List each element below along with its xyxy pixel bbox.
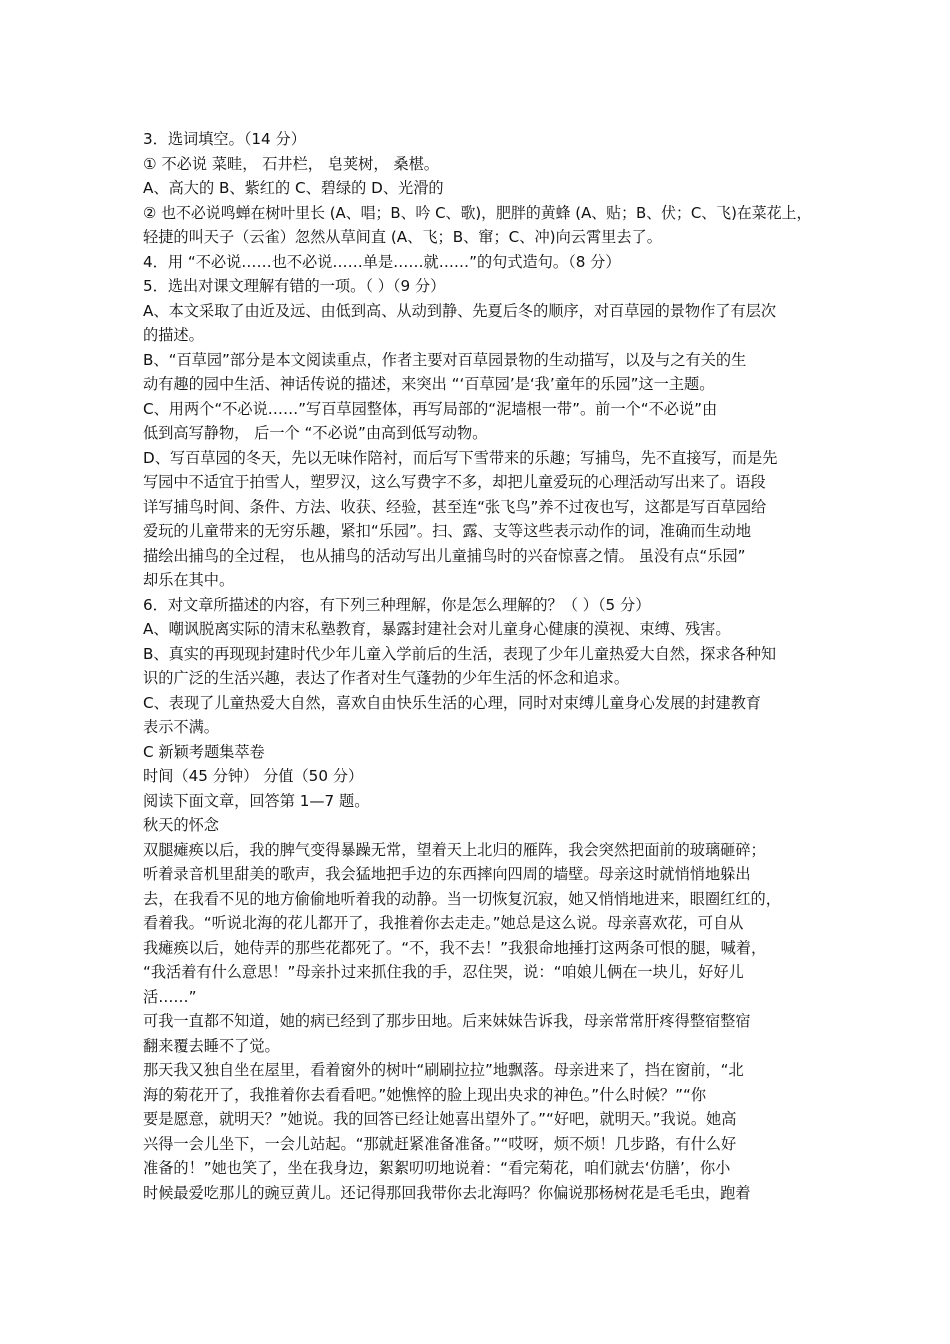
text-line: 写园中不适宜于拍雪人，塑罗汉，这么写费字不多，却把儿童爱玩的心理活动写出来了。语段 [143,473,766,491]
text-line: 准备的！”她也笑了，坐在我身边，絮絮叨叨地说着：“看完菊花，咱们就去‘仿膳’，你小 [143,1159,731,1177]
text-line: 翻来覆去睡不了觉。 [143,1036,280,1055]
text-line: D、写百草园的冬天，先以无味作陪衬，而后写下雪带来的乐趣；写捕鸟，先不直接写，而是先 [143,448,778,467]
text-line: 低到高写静物， 后一个 “不必说”由高到低写动物。 [143,424,488,442]
text-line: 听着录音机里甜美的歌声，我会猛地把手边的东西摔向四周的墙壁。母亲这时就悄悄地躲出 [143,865,751,883]
text-line: B、真实的再现现封建时代少年儿童入学前后的生活，表现了少年儿童热爱大自然，探求各种知 [143,644,777,663]
text-line: B、“百草园”部分是本文阅读重点，作者主要对百草园景物的生动描写，以及与之有关的生 [143,350,747,369]
text-line: C 新颖考题集萃卷 [143,742,265,761]
text-line: ② 也不必说鸣蝉在树叶里长 (A、唱；B、吟 C、歌)，肥胖的黄蜂 (A、贴；B、伏；C、飞)在菜花上， [143,203,812,222]
text-line: 5．选出对课文理解有错的一项。（ ）（9 分） [143,277,446,295]
document-page [143,127,811,1205]
text-line: C、用两个“不必说……”写百草园整体，再写局部的“泥墙根一带”。前一个“不必说”由 [143,399,718,418]
text-line: 识的广泛的生活兴趣，表达了作者对生气蓬勃的少年生活的怀念和追求。 [143,669,629,687]
text-line: A、嘲讽脱离实际的清末私塾教育，暴露封建社会对儿童身心健康的漠视、束缚、残害。 [143,620,731,638]
text-line: “我活着有什么意思！”母亲扑过来抓住我的手，忍住哭，说：“咱娘儿俩在一块儿，好好儿 [143,963,744,981]
text-line: 动有趣的园中生活、神话传说的描述，来突出 “‘百草园’是‘我’童年的乐园”这一主题。 [143,375,715,393]
text-line: 3．选词填空。（14 分） [143,130,306,148]
text-line: 看着我。“听说北海的花儿都开了，我推着你去走走。”她总是这么说。母亲喜欢花，可自从 [143,914,744,932]
text-line: 要是愿意，就明天？”她说。我的回答已经让她喜出望外了。”“好吧，就明天。”我说。她高 [143,1110,737,1128]
text-line: 那天我又独自坐在屋里，看着窗外的树叶“刷刷拉拉”地飘落。母亲进来了，挡在窗前，“北 [143,1061,744,1079]
text-line: ① 不必说 菜畦， 石井栏， 皂荚树， 桑椹。 [143,154,439,173]
text-line: 描绘出捕鸟的全过程， 也从捕鸟的活动写出儿童捕鸟时的兴奋惊喜之情。 虽没有点“乐园” [143,546,746,565]
text-line: A、本文采取了由近及远、由低到高、从动到静、先夏后冬的顺序，对百草园的景物作了有层次 [143,301,777,320]
text-line: 兴得一会儿坐下，一会儿站起。“那就赶紧准备准备。”“哎呀，烦不烦！几步路，有什么好 [143,1134,737,1153]
text-line: 时间（45 分钟） 分值（50 分） [143,767,364,785]
text-line: 却乐在其中。 [143,571,235,589]
text-line: 4．用 “不必说……也不必说……单是……就……”的句式造句。（8 分） [143,252,621,271]
text-line: 详写捕鸟时间、条件、方法、收获、经验，甚至连“张飞鸟”养不过夜也写，这都是写百草园给 [143,497,767,516]
text-line: 6．对文章所描述的内容，有下列三种理解，你是怎么理解的？（ ）（5 分） [143,595,651,614]
text-line: 活……” [143,987,197,1006]
text-line: 双腿瘫痪以后，我的脾气变得暴躁无常，望着天上北归的雁阵，我会突然把面前的玻璃砸碎； [143,840,766,859]
text-line: 去，在我看不见的地方偷偷地听着我的动静。当一切恢复沉寂，她又悄悄地进来，眼圈红红的， [143,889,781,908]
text-line: 轻捷的叫天子（云雀）忽然从草间直 (A、飞；B、窜；C、冲)向云霄里去了。 [143,228,662,246]
text-line: 可我一直都不知道，她的病已经到了那步田地。后来妹妹告诉我，母亲常常肝疼得整宿整宿 [143,1012,751,1030]
text-line: 时候最爱吃那儿的豌豆黄儿。还记得那回我带你去北海吗？你偏说那杨树花是毛毛虫，跑着 [143,1183,751,1202]
text-line: 海的菊花开了，我推着你去看看吧。”她憔悴的脸上现出央求的神色。”什么时候？”“你 [143,1085,707,1104]
text-line: 阅读下面文章，回答第 1—7 题。 [143,791,370,810]
text-line: 我瘫痪以后，她侍弄的那些花都死了。“不，我不去！”我狠命地捶打这两条可恨的腿，喊着， [143,938,767,957]
text-line: 秋天的怀念 [143,816,219,834]
text-line: C、表现了儿童热爱大自然，喜欢自由快乐生活的心理，同时对束缚儿童身心发展的封建教育 [143,693,762,712]
text-line: 的描述。 [143,326,204,344]
text-line: 表示不满。 [143,718,219,736]
text-line: 爱玩的儿童带来的无穷乐趣，紧扣“乐园”。扫、露、支等这些表示动作的词，准确而生动地 [143,522,752,540]
text-line: A、高大的 B、紫红的 C、碧绿的 D、光滑的 [143,179,444,197]
